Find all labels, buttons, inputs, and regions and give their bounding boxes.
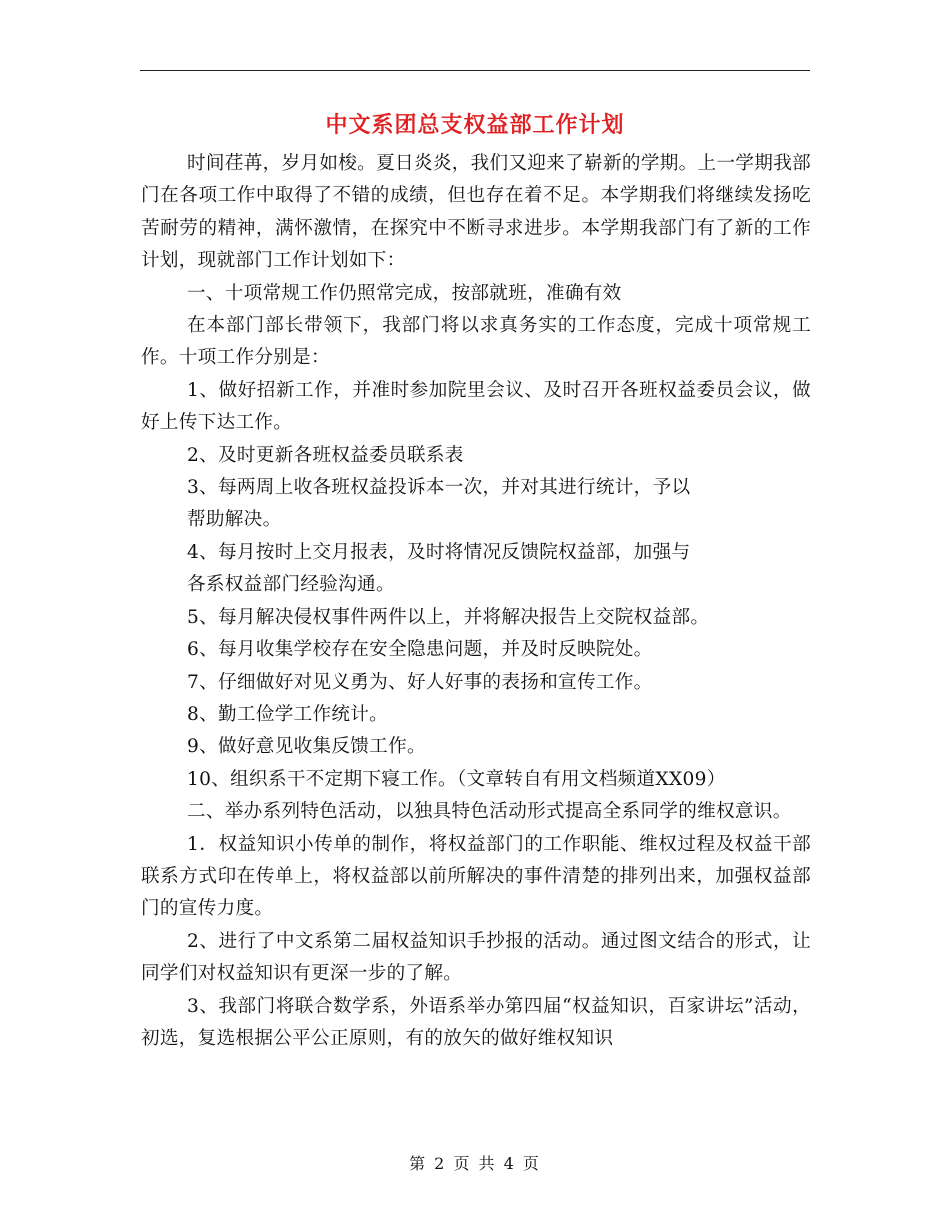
document-title: 中文系团总支权益部工作计划 xyxy=(325,112,625,138)
list-item: 6、每月收集学校存在安全隐患问题，并及时反映院处。 xyxy=(187,639,653,661)
list-item: 1、做好招新工作，并准时参加院里会议、及时召开各班权益委员会议，做好上传下达工作。 xyxy=(141,379,811,434)
paragraph: 在本部门部长带领下，我部门将以求真务实的工作态度，完成十项常规工作。十项工作分别是： xyxy=(141,315,811,369)
header-rule xyxy=(140,70,810,71)
list-item: 4、每月按时上交月报表，及时将情况反馈院权益部，加强与 xyxy=(187,541,691,563)
section-heading: 一、十项常规工作仍照常完成，按部就班，准确有效 xyxy=(187,282,622,304)
list-item: 2、进行了中文系第二届权益知识手抄报的活动。通过图文结合的形式，让同学们对权益知识有更深一步的了解。 xyxy=(141,930,811,985)
list-item: 7、仔细做好对见义勇为、好人好事的表扬和宣传工作。 xyxy=(187,671,653,693)
list-item: 10、组织系干不定期下寝工作。（文章转自有用文档频道XX09） xyxy=(187,768,726,790)
paragraph: 时间荏苒，岁月如梭。夏日炎炎，我们又迎来了崭新的学期。上一学期我部门在各项工作中取得了不错的成绩，但也存在着不足。本学期我们将继续发扬吃苦耐劳的精神，满怀激情，在探究中不断寻求进步。本学期我部门有了新的工作计划，现就部门工作计划如下： xyxy=(141,153,811,272)
document-body xyxy=(141,148,811,1055)
list-item: 1．权益知识小传单的制作，将权益部门的工作职能、维权过程及权益干部联系方式印在传单上，将权益部以前所解决的事件清楚的排列出来，加强权益部门的宣传力度。 xyxy=(141,833,811,920)
page-number-footer: 第 2 页 共 4 页 xyxy=(409,1154,541,1173)
section-heading: 二、举办系列特色活动，以独具特色活动形式提高全系同学的维权意识。 xyxy=(187,801,792,823)
list-item-continuation: 帮助解决。 xyxy=(187,509,282,531)
list-item: 3、每两周上收各班权益投诉本一次，并对其进行统计，予以 xyxy=(187,477,691,499)
list-item: 9、做好意见收集反馈工作。 xyxy=(187,736,426,758)
list-item: 5、每月解决侵权事件两件以上，并将解决报告上交院权益部。 xyxy=(187,606,710,628)
list-item: 2、及时更新各班权益委员联系表 xyxy=(187,444,464,466)
list-item: 8、勤工俭学工作统计。 xyxy=(187,703,389,725)
list-item-continuation: 各系权益部门经验沟通。 xyxy=(187,574,395,596)
list-item: 3、我部门将联合数学系，外语系举办第四届“权益知识，百家讲坛”活动，初选，复选根据公平公正原则，有的放矢的做好维权知识 xyxy=(141,995,811,1049)
